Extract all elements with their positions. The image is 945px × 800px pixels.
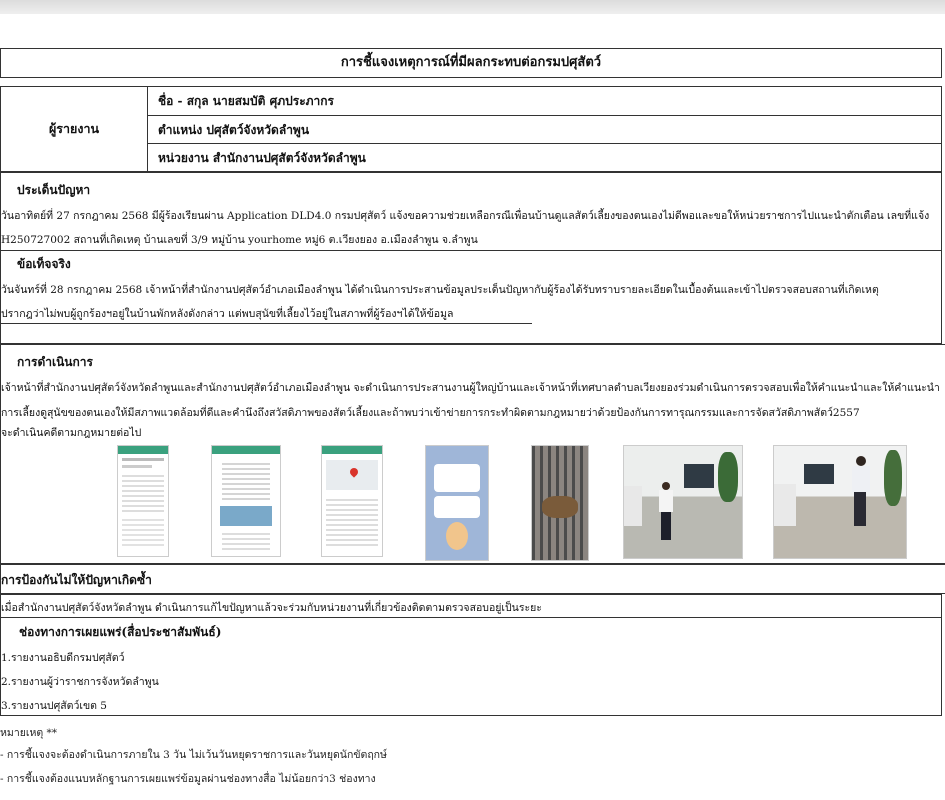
evidence-site-photo-1 xyxy=(623,445,743,559)
facts-line-1: วันจันทร์ที่ 28 กรกฎาคม 2568 เจ้าหน้าที่สำนักงานปศุสัตว์อำเภอเมืองลำพูน ได้ดำเนินการประสานข้อมูลประเด็นปัญหากับผู้ร้องได้รับทราบรายละเอียดในเบื้องต้นและเข้าไปตรวจสอบสถานที่เกิดเหตุ xyxy=(1,284,879,296)
channel-item-1: 1.รายงานอธิบดีกรมปศุสัตว์ xyxy=(1,652,125,664)
prevention-heading-row xyxy=(0,564,945,594)
evidence-dog-photo xyxy=(531,445,589,561)
issue-heading: ประเด็นปัญหา xyxy=(17,183,91,197)
prevention-heading: การป้องกันไม่ให้ปัญหาเกิดซ้ำ xyxy=(1,573,152,587)
action-heading: การดำเนินการ xyxy=(17,355,93,369)
evidence-chat-screenshot xyxy=(425,445,489,561)
divider xyxy=(1,617,941,618)
note-1: - การชี้แจงจะต้องดำเนินการภายใน 3 วัน ไม่เว้นวันหยุดราชการและวันหยุดนักขัตฤกษ์ xyxy=(0,749,387,761)
reporter-position: ตำแหน่ง ปศุสัตว์จังหวัดลำพูน xyxy=(148,115,941,143)
prevention-line-1: เมื่อสำนักงานปศุสัตว์จังหวัดลำพูน ดำเนินการแก้ไขปัญหาแล้วจะร่วมกับหน่วยงานที่เกี่ยวข้องติดตามตรวจสอบอยู่เป็นระยะ xyxy=(1,602,542,614)
reporter-unit: หน่วยงาน สำนักงานปศุสัตว์จังหวัดลำพูน xyxy=(148,143,941,171)
channel-item-2: 2.รายงานผู้ว่าราชการจังหวัดลำพูน xyxy=(1,676,159,688)
issue-line-1: วันอาทิตย์ที่ 27 กรกฎาคม 2568 มีผู้ร้องเรียนผ่าน Application DLD4.0 กรมปศุสัตว์ แจ้งขอความช่วยเหลือกรณีเพื่อนบ้านดูแลสัตว์เลี้ยงของตนเองไม่ดีพอและขอให้หน่วยราชการไปแนะนำตักเตือน เลขที่แจ้ง xyxy=(1,210,930,222)
notes-heading: หมายเหตุ ** xyxy=(0,727,58,739)
page-title: การชี้แจงเหตุการณ์ที่มีผลกระทบต่อกรมปศุสัตว์ xyxy=(0,48,942,78)
channel-item-3: 3.รายงานปศุสัตว์เขต 5 xyxy=(1,700,107,712)
note-2: - การชี้แจงต้องแนบหลักฐานการเผยแพร่ข้อมูลผ่านช่องทางสื่อ ไม่น้อยกว่า3 ช่องทาง xyxy=(0,773,376,785)
facts-line-2: ปรากฎว่าไม่พบผู้ถูกร้องฯอยู่ในบ้านพักหลังดังกล่าว แต่พบสุนัขที่เลี้ยงไว้อยู่ในสภาพที่ผู้ร้องฯได้ให้ข้อมูล xyxy=(1,308,454,320)
reporter-label: ผู้รายงาน xyxy=(1,87,148,171)
action-line-1: เจ้าหน้าที่สำนักงานปศุสัตว์จังหวัดลำพูนและสำนักงานปศุสัตว์อำเภอเมืองลำพูน จะดำเนินการประสานงานผู้ใหญ่บ้านและเจ้าหน้าที่เทศบาลตำบลเวียงยองร่วมดำเนินการตรวจสอบเพื่อให้คำแนะนำและให้คำแนะนำ xyxy=(1,382,940,394)
issue-line-2: H250727002 สถานที่เกิดเหตุ บ้านเลขที่ 3/9 หมู่บ้าน yourhome หมู่6 ต.เวียงยอง อ.เมืองลำพูน จ.ลำพูน xyxy=(1,234,478,246)
reporter-name: ชื่อ - สกุล นายสมบัติ ศุภประภากร xyxy=(158,94,334,108)
evidence-app-screenshot-2 xyxy=(211,445,281,557)
action-line-3: จะดำเนินคดีตามกฎหมายต่อไป xyxy=(1,427,142,439)
top-bar xyxy=(0,0,945,14)
action-section xyxy=(0,344,945,564)
evidence-site-photo-2 xyxy=(773,445,907,559)
divider xyxy=(1,250,941,251)
channels-heading: ช่องทางการเผยแพร่(สื่อประชาสัมพันธ์) xyxy=(19,625,222,639)
reporter-table xyxy=(0,86,942,172)
evidence-app-screenshot-1 xyxy=(117,445,169,557)
action-line-2: การเลี้ยงดูสุนัขของตนเองให้มีสภาพแวดล้อมที่ดีและคำนึงถึงสวัสดิภาพของสัตว์เลี้ยงและถ้าพบว่าเข้าข่ายการกระทำผิดตามกฎหมายว่าด้วยป้องกันการทารุณกรรมและการจัดสวัสดิภาพสัตว์2557 xyxy=(1,407,860,419)
evidence-map-screenshot xyxy=(321,445,383,557)
facts-heading: ข้อเท็จจริง xyxy=(17,257,71,271)
issue-facts-section xyxy=(0,172,942,344)
underline xyxy=(1,323,532,324)
prevention-channels-section xyxy=(0,594,942,716)
